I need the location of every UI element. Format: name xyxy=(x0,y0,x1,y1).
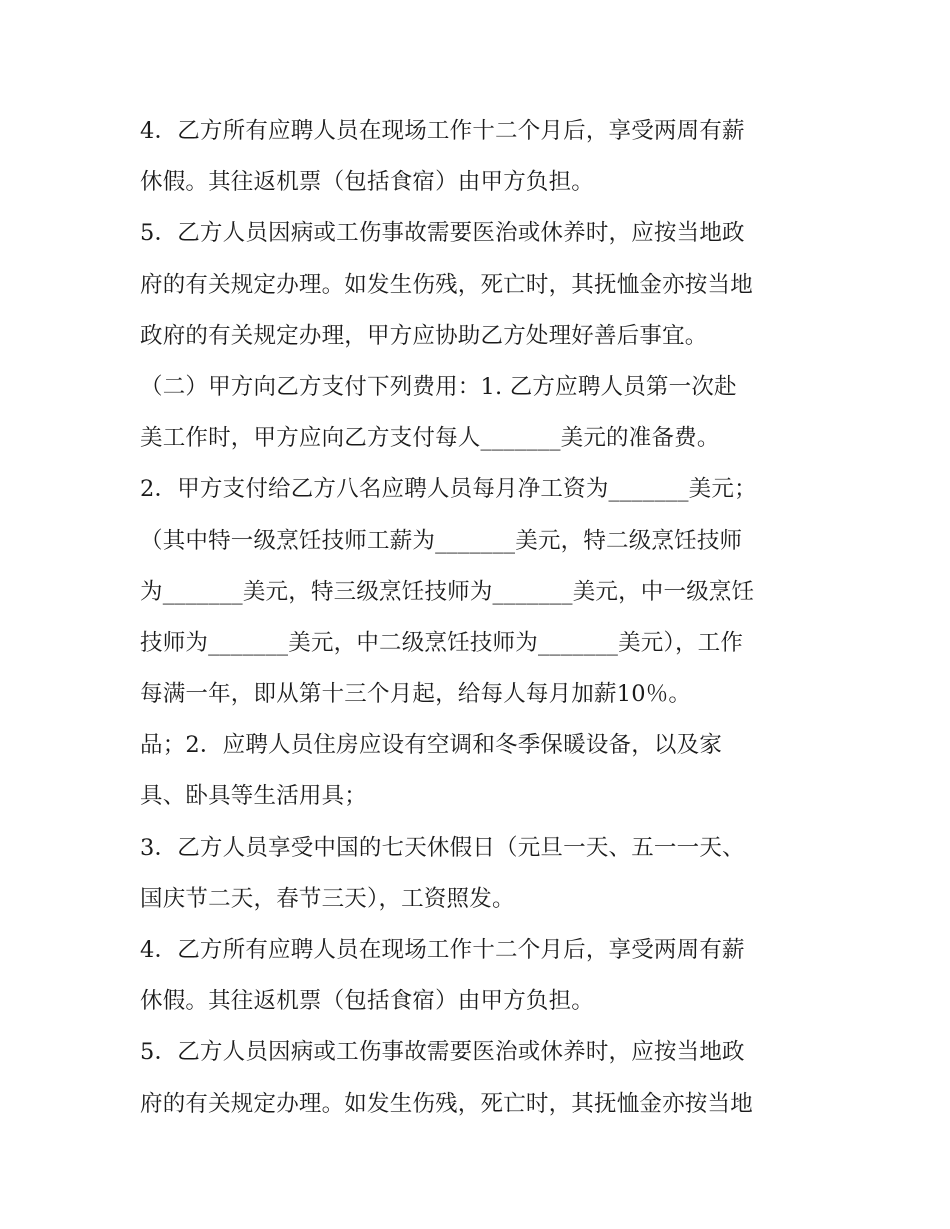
text-line: 美工作时，甲方应向乙方支付每人_______美元的准备费。 xyxy=(140,425,720,452)
text-line: 2．甲方支付给乙方八名应聘人员每月净工资为_______美元； xyxy=(140,476,757,503)
text-line: 4．乙方所有应聘人员在现场工作十二个月后，享受两周有薪 xyxy=(140,118,745,144)
text-line: （二）甲方向乙方支付下列费用：1. 乙方应聘人员第一次赴 xyxy=(140,373,737,400)
text-line: 为_______美元，特三级烹饪技师为_______美元，中一级烹饪 xyxy=(140,578,755,605)
text-line: 3．乙方人员享受中国的七天休假日（元旦一天、五一一天、 xyxy=(140,834,745,861)
text-line: （其中特一级烹饪技师工薪为_______美元，特二级烹饪技师 xyxy=(140,527,743,554)
text-line: 国庆节二天，春节三天），工资照发。 xyxy=(140,885,515,912)
text-line: 具、卧具等生活用具； xyxy=(140,783,368,810)
text-line: 技师为_______美元，中二级烹饪技师为_______美元），工作 xyxy=(140,629,744,656)
text-line: 5．乙方人员因病或工伤事故需要医治或休养时，应按当地政 xyxy=(140,1039,745,1066)
text-line: 5．乙方人员因病或工伤事故需要医治或休养时，应按当地政 xyxy=(140,220,745,247)
text-line: 每满一年，即从第十三个月起，给每人每月加薪10％。 xyxy=(140,681,692,708)
text-line: 品；2．应聘人员住房应设有空调和冬季保暖设备，以及家 xyxy=(140,732,723,759)
text-line: 休假。其往返机票（包括食宿）由甲方负担。 xyxy=(140,988,595,1015)
text-line: 府的有关规定办理。如发生伤残，死亡时，其抚恤金亦按当地 xyxy=(140,1090,753,1117)
text-line: 休假。其往返机票（包括食宿）由甲方负担。 xyxy=(140,169,595,196)
text-line: 政府的有关规定办理，甲方应协助乙方处理好善后事宜。 xyxy=(140,322,708,349)
text-line: 府的有关规定办理。如发生伤残，死亡时，其抚恤金亦按当地 xyxy=(140,271,753,298)
text-line: 4．乙方所有应聘人员在现场工作十二个月后，享受两周有薪 xyxy=(140,937,745,963)
document-body xyxy=(140,106,830,1130)
